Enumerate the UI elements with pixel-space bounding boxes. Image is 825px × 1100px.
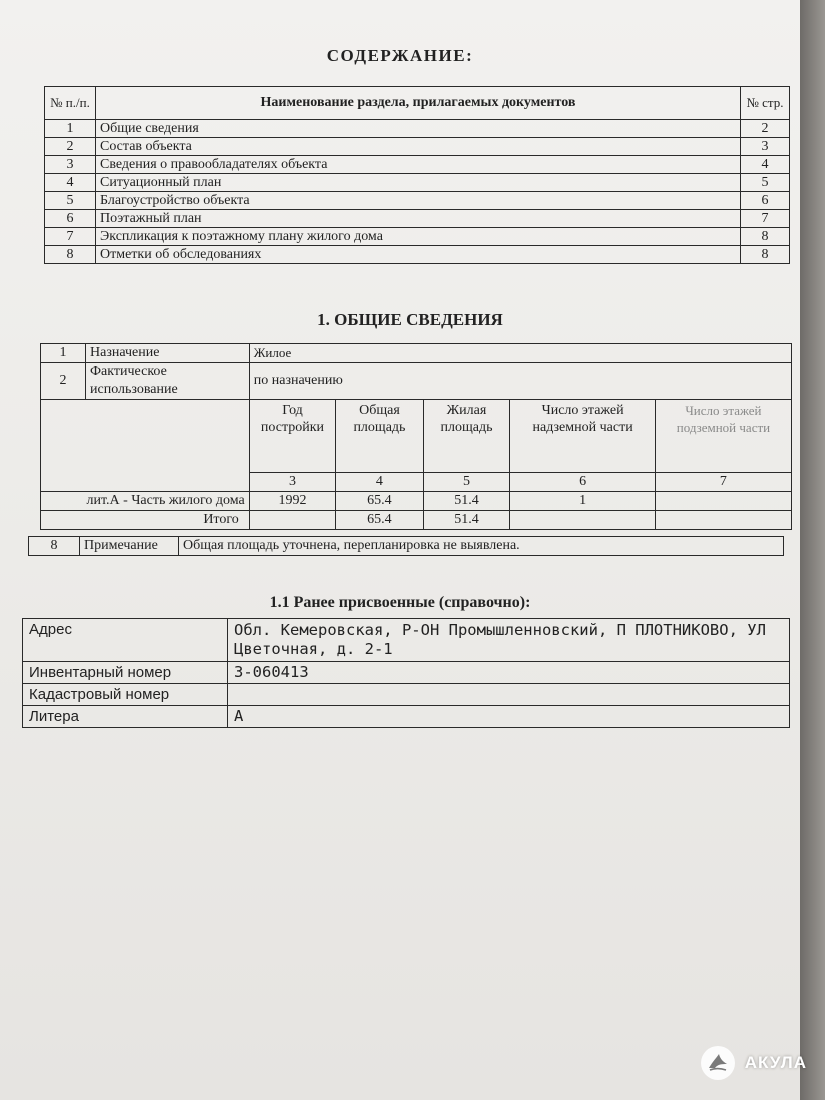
- inventory-label: Инвентарный номер: [23, 662, 228, 684]
- contents-row-page: 7: [741, 210, 790, 228]
- total-living-area: 51.4: [423, 511, 510, 530]
- contents-row-page: 3: [741, 138, 790, 156]
- total-row: [41, 511, 792, 530]
- note-value: Общая площадь уточнена, перепланировка не выявлена.: [179, 537, 784, 556]
- note-label: Примечание: [80, 537, 179, 556]
- general-info-table: [40, 343, 792, 530]
- column-number: 3: [249, 473, 336, 492]
- shark-logo-icon: [701, 1046, 735, 1080]
- watermark: [701, 1046, 807, 1080]
- contents-row-page: 6: [741, 192, 790, 210]
- columns-header-row: [41, 400, 792, 473]
- contents-row: [45, 138, 790, 156]
- address-label: Адрес: [23, 619, 228, 662]
- column-number: 7: [655, 473, 791, 492]
- column-header-living-area: Жилая площадь: [423, 400, 510, 473]
- cadastral-row: [23, 684, 790, 706]
- column-number: 6: [510, 473, 656, 492]
- litera-value: А: [228, 706, 790, 728]
- column-header-floors-above: Число этажей надземной части: [510, 400, 656, 473]
- contents-row: [45, 174, 790, 192]
- contents-row-page: 8: [741, 246, 790, 264]
- total-blank: [510, 511, 656, 530]
- previous-assigned-title: 1.1 Ранее присвоенные (справочно):: [269, 594, 531, 611]
- litera-row: [23, 706, 790, 728]
- cadastral-value: [228, 684, 790, 706]
- litera-a-row: [41, 492, 792, 511]
- total-label: Итого: [41, 511, 250, 530]
- contents-row-page: 4: [741, 156, 790, 174]
- contents-row-name: Отметки об обследованиях: [96, 246, 741, 264]
- contents-row-page: 5: [741, 174, 790, 192]
- contents-row-num: 1: [45, 120, 96, 138]
- contents-row-num: 8: [45, 246, 96, 264]
- contents-header-row: [45, 87, 790, 120]
- contents-row: [45, 228, 790, 246]
- contents-row-num: 2: [45, 138, 96, 156]
- total-area: 65.4: [336, 511, 423, 530]
- contents-row-name: Состав объекта: [96, 138, 741, 156]
- total-year-blank: [249, 511, 336, 530]
- litera-a-year: 1992: [249, 492, 336, 511]
- contents-row-page: 2: [741, 120, 790, 138]
- note-table: [28, 536, 784, 556]
- contents-header-page: № стр.: [741, 87, 790, 120]
- note-row: [29, 537, 784, 556]
- address-row: [23, 619, 790, 662]
- column-header-floors-below: Число этажей подземной части: [655, 400, 791, 473]
- litera-a-total-area: 65.4: [336, 492, 423, 511]
- inventory-value: 3-060413: [228, 662, 790, 684]
- contents-row-num: 4: [45, 174, 96, 192]
- purpose-num: 1: [41, 344, 86, 363]
- actual-use-row: [41, 363, 792, 400]
- litera-a-floors-below: [655, 492, 791, 511]
- litera-label: Литера: [23, 706, 228, 728]
- contents-header-num: № п./п.: [45, 87, 96, 120]
- columns-header-blank: [41, 400, 250, 492]
- purpose-label: Назначение: [86, 344, 250, 363]
- total-blank: [655, 511, 791, 530]
- address-value: Обл. Кемеровская, Р-ОН Промышленновский, П ПЛОТНИКОВО, УЛ Цветочная, д. 2-1: [228, 619, 790, 662]
- purpose-value: Жилое: [249, 344, 791, 363]
- contents-row-name: Благоустройство объекта: [96, 192, 741, 210]
- contents-row-name: Поэтажный план: [96, 210, 741, 228]
- contents-row-name: Сведения о правообладателях объекта: [96, 156, 741, 174]
- contents-row-name: Экспликация к поэтажному плану жилого дома: [96, 228, 741, 246]
- column-number: 5: [423, 473, 510, 492]
- contents-title: СОДЕРЖАНИЕ:: [326, 46, 474, 65]
- contents-row-num: 6: [45, 210, 96, 228]
- page-edge: [800, 0, 825, 1100]
- contents-row-name: Ситуационный план: [96, 174, 741, 192]
- litera-a-floors-above: 1: [510, 492, 656, 511]
- litera-a-label: лит.А - Часть жилого дома: [41, 492, 250, 511]
- purpose-row: [41, 344, 792, 363]
- watermark-text: АКУЛА: [744, 1053, 807, 1072]
- actual-use-num: 2: [41, 363, 86, 400]
- contents-row-num: 5: [45, 192, 96, 210]
- column-header-year: Год постройки: [249, 400, 336, 473]
- contents-row: [45, 192, 790, 210]
- inventory-row: [23, 662, 790, 684]
- contents-row: [45, 246, 790, 264]
- column-number: 4: [336, 473, 423, 492]
- general-info-title: 1. ОБЩИЕ СВЕДЕНИЯ: [317, 310, 503, 329]
- contents-row-num: 7: [45, 228, 96, 246]
- cadastral-label: Кадастровый номер: [23, 684, 228, 706]
- contents-row: [45, 156, 790, 174]
- contents-row-page: 8: [741, 228, 790, 246]
- contents-row-num: 3: [45, 156, 96, 174]
- litera-a-living-area: 51.4: [423, 492, 510, 511]
- previous-assigned-table: [22, 618, 790, 728]
- contents-row: [45, 210, 790, 228]
- column-header-total-area: Общая площадь: [336, 400, 423, 473]
- actual-use-label: Фактическое использование: [86, 363, 250, 400]
- contents-header-name: Наименование раздела, прилагаемых документов: [96, 87, 741, 120]
- actual-use-value: по назначению: [249, 363, 791, 400]
- contents-row-name: Общие сведения: [96, 120, 741, 138]
- contents-table: [44, 86, 790, 264]
- contents-row: [45, 120, 790, 138]
- note-num: 8: [29, 537, 80, 556]
